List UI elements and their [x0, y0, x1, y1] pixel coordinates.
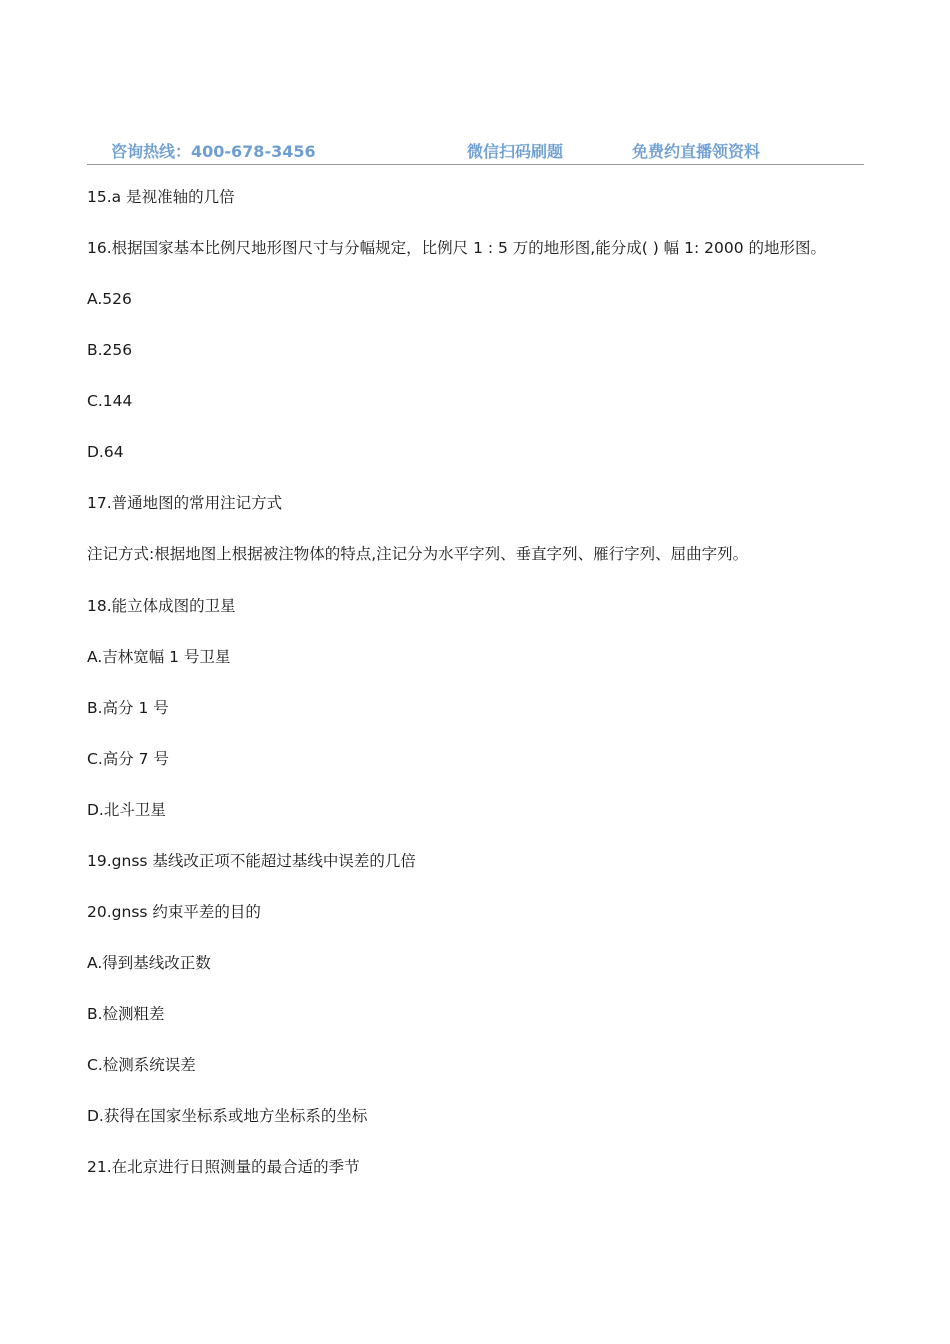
question-16: 16.根据国家基本比例尺地形图尺寸与分幅规定，比例尺 1 : 5 万的地形图,能分成( ) 幅 1: 2000 的地形图。 [87, 239, 826, 257]
q16-option-c: C.144 [87, 392, 133, 410]
q16-option-b: B.256 [87, 341, 133, 359]
q18-option-a: A.吉林宽幅 1 号卫星 [87, 648, 231, 666]
question-21: 21.在北京进行日照测量的最合适的季节 [87, 1158, 360, 1176]
page-header [87, 136, 864, 165]
question-17: 17.普通地图的常用注记方式 [87, 494, 283, 512]
question-15: 15.a 是视准轴的几倍 [87, 188, 235, 206]
q18-option-d: D.北斗卫星 [87, 801, 166, 819]
q20-option-c: C.检测系统误差 [87, 1056, 196, 1074]
q18-option-b: B.高分 1 号 [87, 699, 169, 717]
q17-answer: 注记方式:根据地图上根据被注物体的特点,注记分为水平字列、垂直字列、雁行字列、屈曲字列。 [87, 545, 749, 563]
wechat-scan-text: 微信扫码刷题 [467, 142, 564, 161]
q18-option-c: C.高分 7 号 [87, 750, 169, 768]
q16-option-a: A.526 [87, 290, 132, 308]
q20-option-b: B.检测粗差 [87, 1005, 165, 1023]
question-20: 20.gnss 约束平差的目的 [87, 903, 261, 921]
q20-option-a: A.得到基线改正数 [87, 954, 211, 972]
question-19: 19.gnss 基线改正项不能超过基线中误差的几倍 [87, 852, 416, 870]
hotline-text: 咨询热线：400-678-3456 [111, 142, 316, 161]
q20-option-d: D.获得在国家坐标系或地方坐标系的坐标 [87, 1107, 368, 1125]
q16-option-d: D.64 [87, 443, 124, 461]
question-18: 18.能立体成图的卫星 [87, 597, 236, 615]
free-live-text: 免费约直播领资料 [632, 142, 761, 161]
